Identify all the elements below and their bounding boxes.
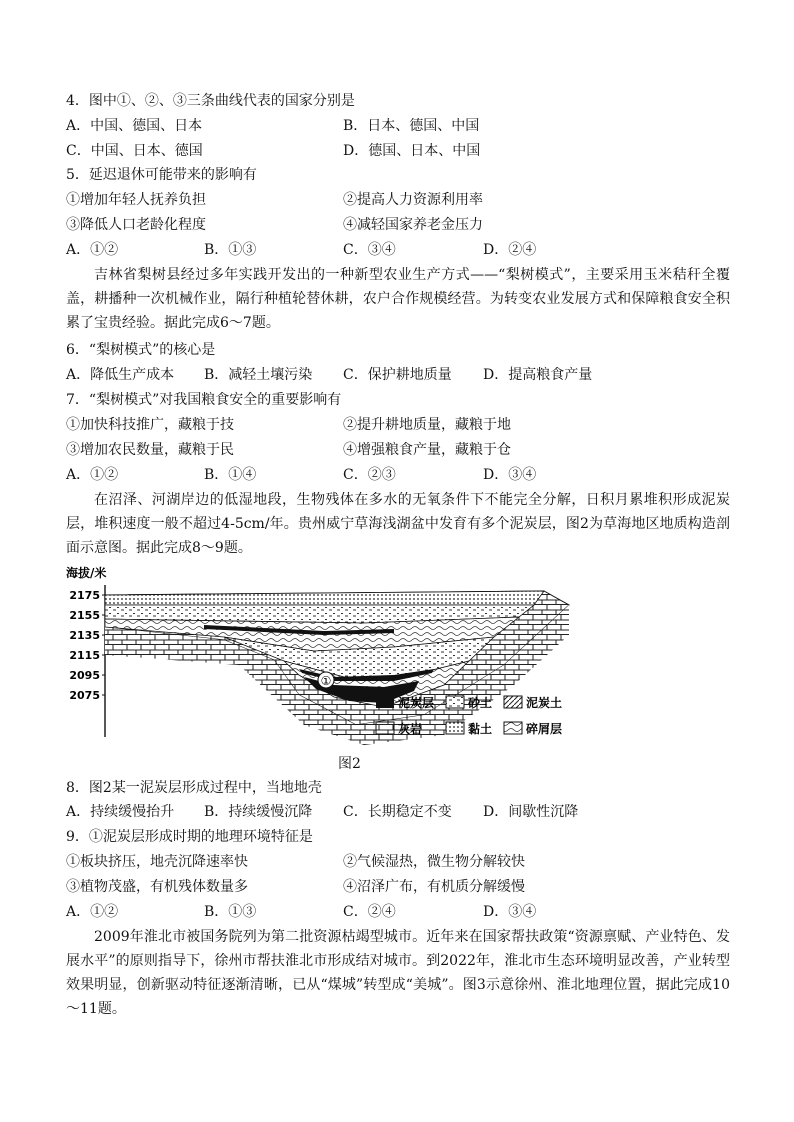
question-9-statement-1: ①板块挤压，地壳沉降速率快 bbox=[66, 854, 248, 870]
question-7-option-c: C．②③ bbox=[343, 467, 396, 483]
y-tick-label: 2135 bbox=[69, 629, 100, 642]
reading-passage-lishu: 吉林省梨树县经过多年实践开发出的一种新型农业生产方式——“梨树模式”，主要采用玉米秸秆全覆盖，耕播种一次机械作业，隔行种植轮替休耕，农户合作规模经营。为转变农业发展方式和保障粮食安全积累了宝贵经验。据此完成6～7题。 bbox=[66, 267, 730, 331]
legend-label-clay: 黏土 bbox=[468, 722, 493, 736]
question-6-option-a: A．降低生产成本 bbox=[66, 367, 175, 383]
y-tick-label: 2115 bbox=[69, 649, 100, 662]
question-7-stem: 7．“梨树模式”对我国粮食安全的重要影响有 bbox=[66, 392, 342, 408]
question-4-option-a: A．中国、德国、日本 bbox=[66, 118, 203, 134]
question-9-stem: 9．①泥炭层形成时期的地理环境特征是 bbox=[66, 829, 313, 845]
question-5-statement-1: ①增加年轻人抚养负担 bbox=[66, 192, 206, 208]
question-4-stem: 4．图中①、②、③三条曲线代表的国家分别是 bbox=[66, 93, 355, 109]
legend-label-limestone: 灰岩 bbox=[398, 722, 423, 736]
clay-top-layer bbox=[105, 591, 544, 605]
question-7-option-b: B．①④ bbox=[204, 467, 257, 483]
question-6-option-b: B．减轻土壤污染 bbox=[204, 367, 313, 383]
legend-swatch-limestone bbox=[376, 722, 394, 734]
legend-label-peat-soil: 泥炭土 bbox=[526, 696, 563, 710]
question-9-statement-2: ②气候湿热，微生物分解较快 bbox=[343, 854, 525, 870]
question-8-option-c: C．长期稳定不变 bbox=[343, 804, 452, 820]
question-9-option-a: A．①② bbox=[66, 904, 119, 920]
question-5-statement-3: ③降低人口老龄化程度 bbox=[66, 217, 206, 233]
question-8-stem: 8．图2某一泥炭层形成过程中，当地地壳 bbox=[66, 780, 322, 796]
question-7-statement-1: ①加快科技推广，藏粮于技 bbox=[66, 417, 234, 433]
question-7-statement-2: ②提升耕地质量，藏粮于地 bbox=[343, 417, 511, 433]
question-9-statement-4: ④沼泽广布，有机质分解缓慢 bbox=[343, 879, 525, 895]
question-6-option-d: D．提高粮食产量 bbox=[483, 367, 593, 383]
geologic-cross-section-figure bbox=[64, 565, 594, 750]
legend-swatch-sand bbox=[446, 696, 464, 708]
reading-passage-huaibei: 2009年淮北市被国务院列为第二批资源枯竭型城市。近年来在国家帮扶政策“资源禀赋、产业特色、发展水平”的原则指导下，徐州市帮扶淮北市形成结对城市。到2022年，淮北市生态环境明显改善，产业转型效果明显，创新驱动特征逐渐清晰，已从“煤城”转型成“美城”。图3示意徐州、淮北地理位置，据此完成10～11题。 bbox=[66, 929, 730, 1017]
y-tick-label: 2175 bbox=[69, 589, 100, 602]
y-axis-title: 海拔/米 bbox=[66, 566, 107, 580]
question-5-statement-2: ②提高人力资源利用率 bbox=[343, 192, 483, 208]
y-tick-label: 2095 bbox=[69, 669, 100, 682]
question-6-stem: 6．“梨树模式”的核心是 bbox=[66, 342, 216, 358]
question-5-option-a: A．①② bbox=[66, 242, 119, 258]
question-7-statement-3: ③增加农民数量，藏粮于民 bbox=[66, 442, 234, 458]
question-5-option-b: B．①③ bbox=[204, 242, 257, 258]
question-4-option-c: C．中国、日本、德国 bbox=[66, 143, 203, 159]
question-7-option-d: D．③④ bbox=[483, 467, 537, 483]
question-5-stem: 5．延迟退休可能带来的影响有 bbox=[66, 167, 257, 183]
cross-section-diagram bbox=[64, 565, 594, 750]
question-7-option-a: A．①② bbox=[66, 467, 119, 483]
legend-swatch-debris bbox=[504, 722, 522, 734]
legend-label-peat: 泥炭层 bbox=[398, 696, 435, 710]
legend-swatch-peat bbox=[376, 696, 394, 708]
question-4-option-d: D．德国、日本、中国 bbox=[343, 143, 481, 159]
question-4-option-b: B．日本、德国、中国 bbox=[343, 118, 480, 134]
question-9-option-d: D．③④ bbox=[483, 904, 537, 920]
figure-caption: 图2 bbox=[338, 756, 361, 772]
y-tick-label: 2075 bbox=[69, 689, 100, 702]
peat-layer-marker-label: ① bbox=[320, 674, 332, 688]
question-5-statement-4: ④减轻国家养老金压力 bbox=[343, 217, 483, 233]
question-7-statement-4: ④增强粮食产量，藏粮于仓 bbox=[343, 442, 511, 458]
question-5-option-c: C．③④ bbox=[343, 242, 396, 258]
reading-passage-peat: 在沼泽、河湖岸边的低湿地段，生物残体在多水的无氧条件下不能完全分解，日积月累堆积形成泥炭层，堆积速度一般不超过4-5cm/年。贵州威宁草海浅湖盆中发育有多个泥炭层，图2为草海地区地质构造剖面示意图。据此完成8～9题。 bbox=[66, 492, 730, 556]
legend-swatch-peat-soil bbox=[504, 696, 522, 708]
question-9-option-c: C．②④ bbox=[343, 904, 396, 920]
y-tick-label: 2155 bbox=[69, 609, 100, 622]
legend-label-sand: 砂土 bbox=[468, 696, 493, 710]
legend-label-debris: 碎屑层 bbox=[526, 722, 563, 736]
y-axis-ticks bbox=[69, 589, 105, 702]
question-8-option-d: D．间歇性沉降 bbox=[483, 804, 579, 820]
legend-swatch-clay bbox=[446, 722, 464, 734]
question-9-option-b: B．①③ bbox=[204, 904, 257, 920]
question-8-option-b: B．持续缓慢沉降 bbox=[204, 804, 313, 820]
question-5-option-d: D．②④ bbox=[483, 242, 537, 258]
question-6-option-c: C．保护耕地质量 bbox=[343, 367, 452, 383]
question-8-option-a: A．持续缓慢抬升 bbox=[66, 804, 175, 820]
question-9-statement-3: ③植物茂盛，有机残体数量多 bbox=[66, 879, 248, 895]
